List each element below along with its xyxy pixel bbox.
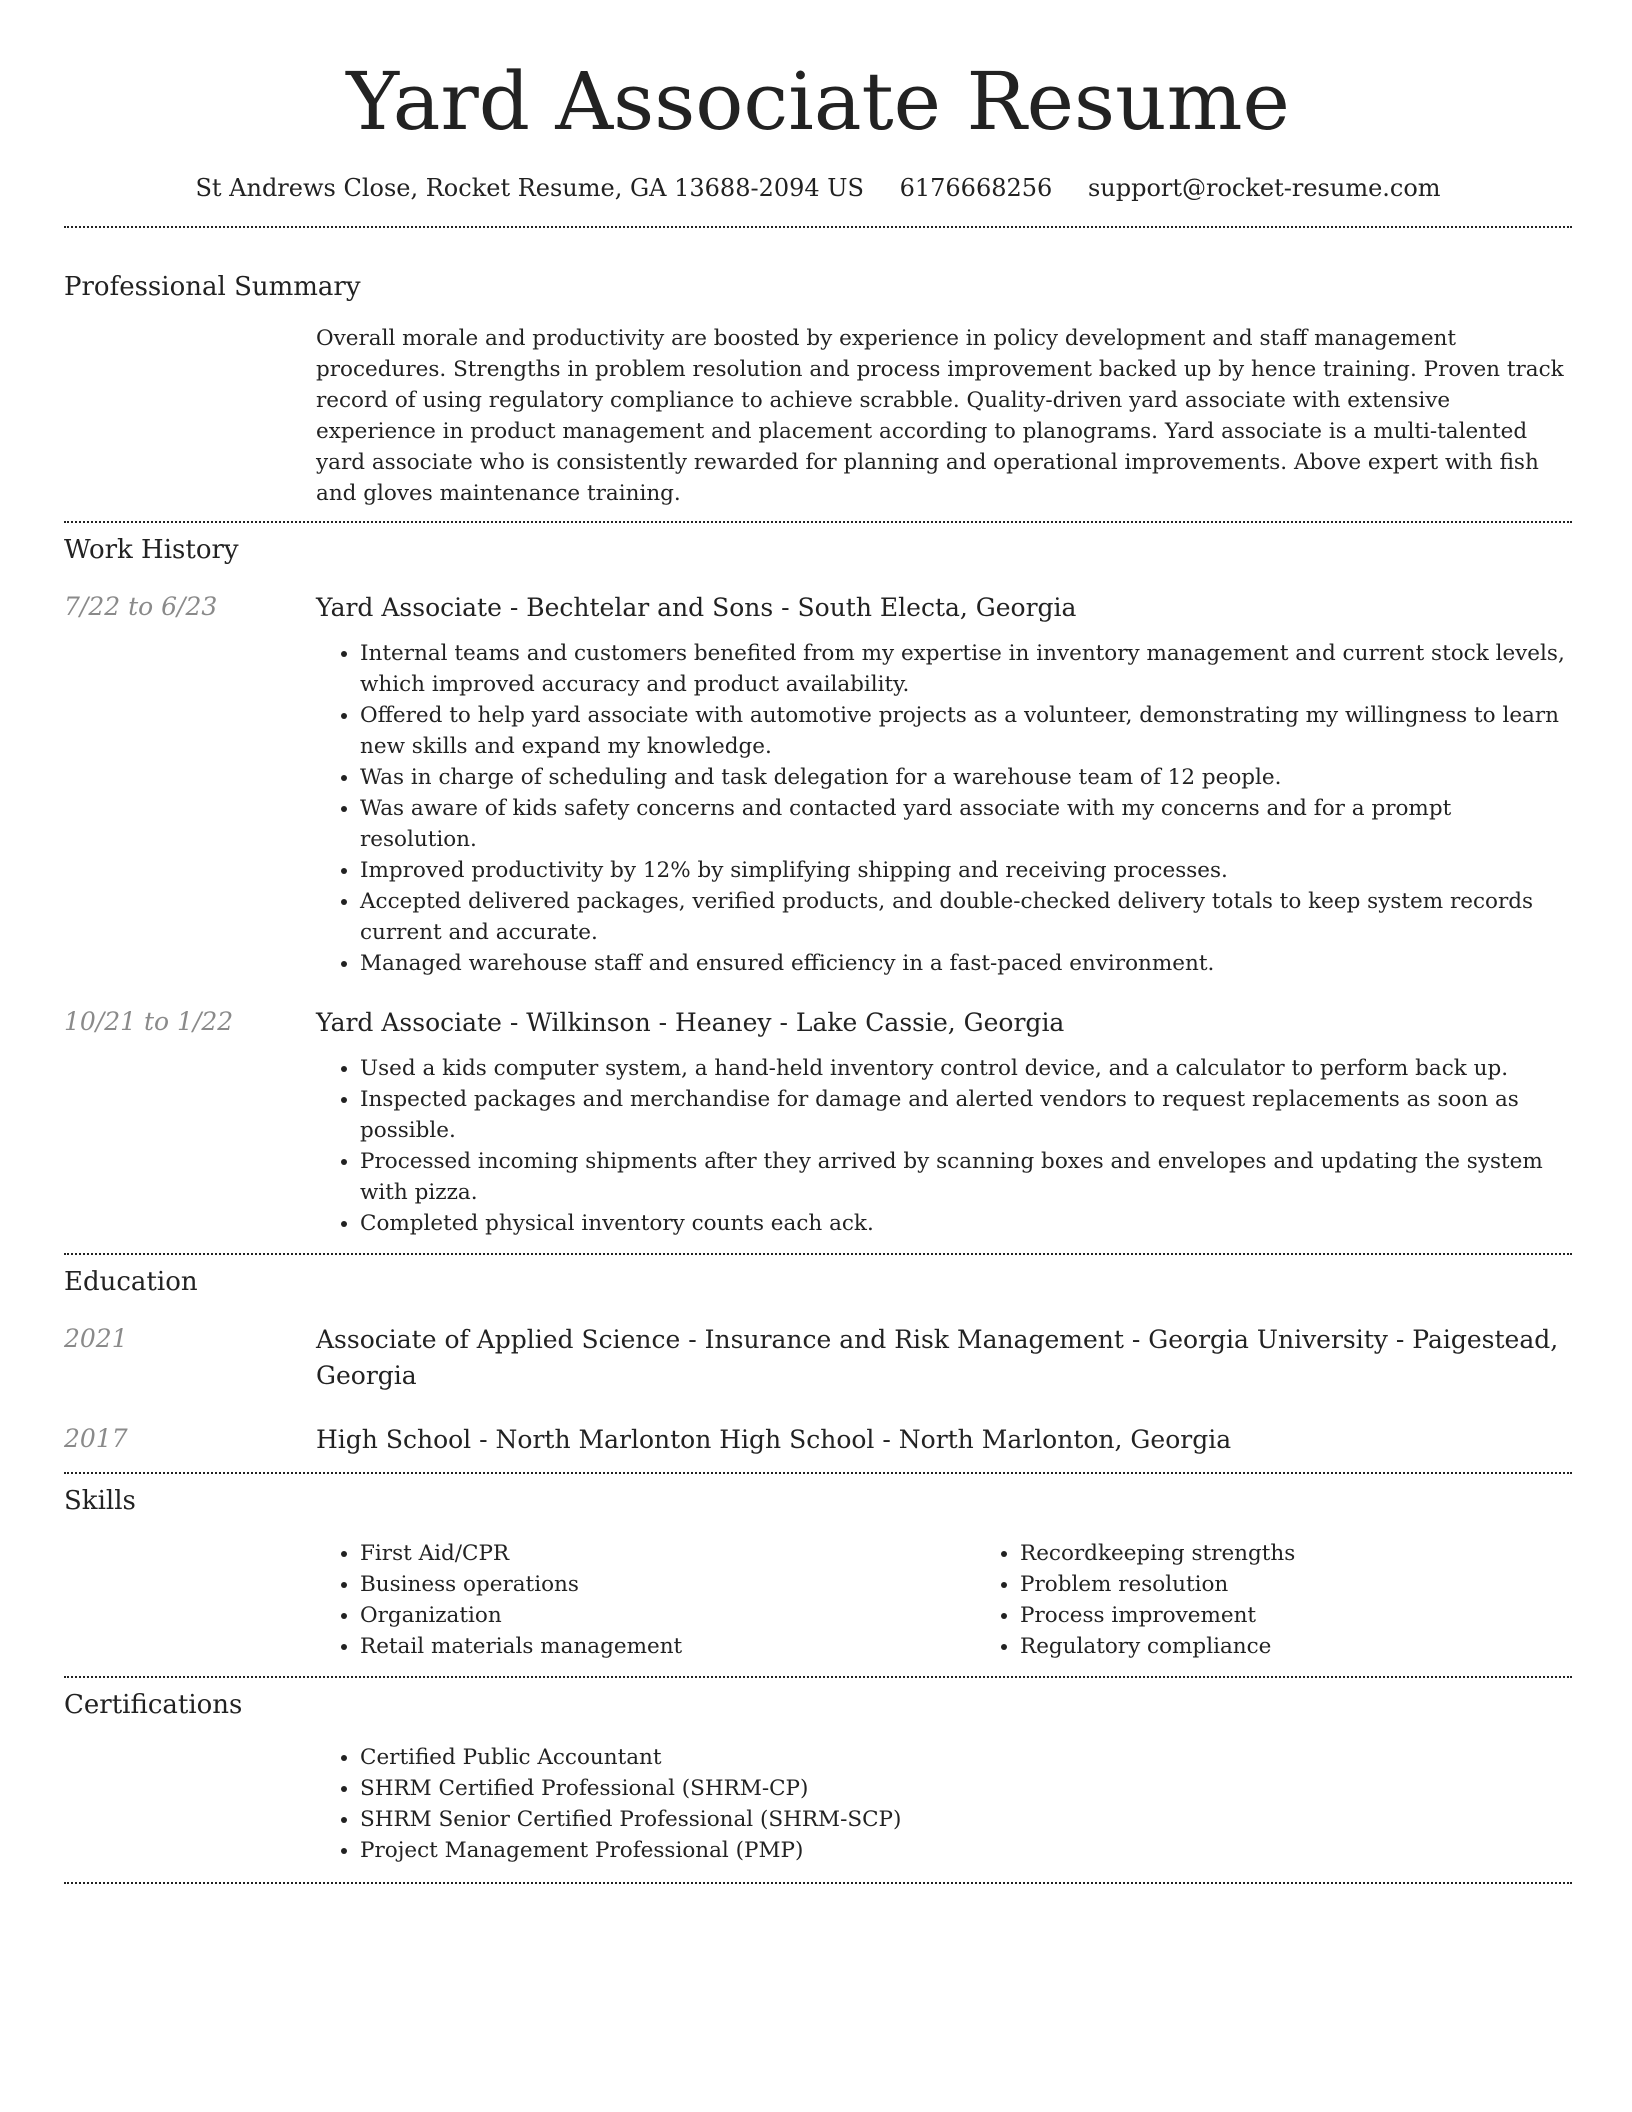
resume-title: Yard Associate Resume — [346, 55, 1290, 148]
list-item: • Completed physical inventory counts each ack. — [360, 1208, 1572, 1239]
contact-phone: 6176668256 — [899, 174, 1053, 202]
list-item: • Certified Public Accountant — [360, 1742, 1572, 1773]
list-item: • Was in charge of scheduling and task delegation for a warehouse team of 12 people. — [360, 762, 1572, 793]
skills-heading: Skills — [64, 1486, 136, 1516]
certifications-section — [64, 1688, 1572, 1866]
contact-address: St Andrews Close, Rocket Resume, GA 13688-2094 US — [195, 174, 864, 202]
summary-heading: Professional Summary — [64, 272, 361, 302]
list-item: • Business operations — [360, 1569, 976, 1600]
divider — [64, 1882, 1572, 1884]
list-item: • Problem resolution — [1020, 1569, 1632, 1600]
education-entry — [64, 1322, 1572, 1394]
list-item: • Project Management Professional (PMP) — [360, 1835, 1572, 1866]
education-year: 2017 — [64, 1424, 128, 1453]
list-item: • Inspected packages and merchandise for damage and alerted vendors to request replacements as soon as possible. — [360, 1084, 1572, 1146]
job-entry — [64, 1005, 1572, 1239]
education-school: - North Marlonton High School - North Marlonton, Georgia — [471, 1425, 1232, 1454]
education-heading: Education — [64, 1267, 198, 1297]
list-item: • Offered to help yard associate with automotive projects as a volunteer, demonstrating my willingness to learn new skills and expand my knowledge. — [360, 700, 1572, 762]
certifications-list — [316, 1742, 1572, 1866]
resume-page — [64, 0, 1572, 1884]
list-item: • Recordkeeping strengths — [1020, 1538, 1632, 1569]
divider — [64, 1472, 1572, 1474]
divider — [64, 226, 1572, 228]
work-history-heading: Work History — [64, 535, 239, 565]
list-item: • SHRM Senior Certified Professional (SHRM-SCP) — [360, 1804, 1572, 1835]
divider — [64, 1676, 1572, 1678]
education-degree: High School — [316, 1425, 472, 1454]
list-item: • Was aware of kids safety concerns and contacted yard associate with my concerns and for a prompt resolution. — [360, 793, 1572, 855]
job-title: Yard Associate - Wilkinson - Heaney - Lake Cassie, Georgia — [316, 1008, 1065, 1037]
list-item: • Regulatory compliance — [1020, 1631, 1632, 1662]
certifications-heading: Certifications — [64, 1690, 243, 1720]
skills-list-left — [316, 1538, 976, 1662]
list-item: • First Aid/CPR — [360, 1538, 976, 1569]
education-year: 2021 — [64, 1324, 128, 1353]
job-bullets — [316, 1053, 1572, 1239]
job-bullets — [316, 638, 1572, 979]
list-item: • Accepted delivered packages, verified products, and double-checked delivery totals to keep system records current and accurate. — [360, 886, 1572, 948]
list-item: • SHRM Certified Professional (SHRM-CP) — [360, 1773, 1572, 1804]
list-item: • Organization — [360, 1600, 976, 1631]
job-entry — [64, 590, 1572, 979]
list-item: • Internal teams and customers benefited from my expertise in inventory management and current stock levels, which improved accuracy and product availability. — [360, 638, 1572, 700]
work-history-section — [64, 533, 1572, 1239]
list-item: • Retail materials management — [360, 1631, 976, 1662]
summary-text: Overall morale and productivity are boosted by experience in policy development and staff management procedures. Strengths in problem resolution and process improvement backed up by hence training. Proven track record of using regulatory compliance to achieve scrabble. Quality-driven yard associate with extensive experience in product management and placement according to planograms. Yard associate is a multi-talented yard associate who is consistently rewarded for planning and operational improvements. Above expert with fish and gloves maintenance training. — [316, 326, 1564, 506]
contact-email: support@rocket-resume.com — [1087, 174, 1441, 202]
education-entry — [64, 1422, 1572, 1458]
job-dates: 10/21 to 1/22 — [64, 1007, 234, 1036]
list-item: • Processed incoming shipments after they arrived by scanning boxes and envelopes and updating the system with pizza. — [360, 1146, 1572, 1208]
education-school: - Georgia University - Paigestead, Georgia — [316, 1325, 1559, 1390]
list-item: • Managed warehouse staff and ensured efficiency in a fast-paced environment. — [360, 948, 1572, 979]
skills-list-right — [976, 1538, 1632, 1662]
contact-line — [64, 172, 1572, 204]
job-title: Yard Associate - Bechtelar and Sons - South Electa, Georgia — [316, 593, 1077, 622]
education-degree: Associate of Applied Science - Insurance and Risk Management — [316, 1325, 1124, 1354]
list-item: • Process improvement — [1020, 1600, 1632, 1631]
summary-section — [64, 270, 1572, 509]
divider — [64, 1253, 1572, 1255]
skills-section — [64, 1484, 1572, 1662]
list-item: • Improved productivity by 12% by simplifying shipping and receiving processes. — [360, 855, 1572, 886]
divider — [64, 521, 1572, 523]
job-dates: 7/22 to 6/23 — [64, 592, 218, 621]
list-item: • Used a kids computer system, a hand-held inventory control device, and a calculator to perform back up. — [360, 1053, 1572, 1084]
education-section — [64, 1265, 1572, 1458]
